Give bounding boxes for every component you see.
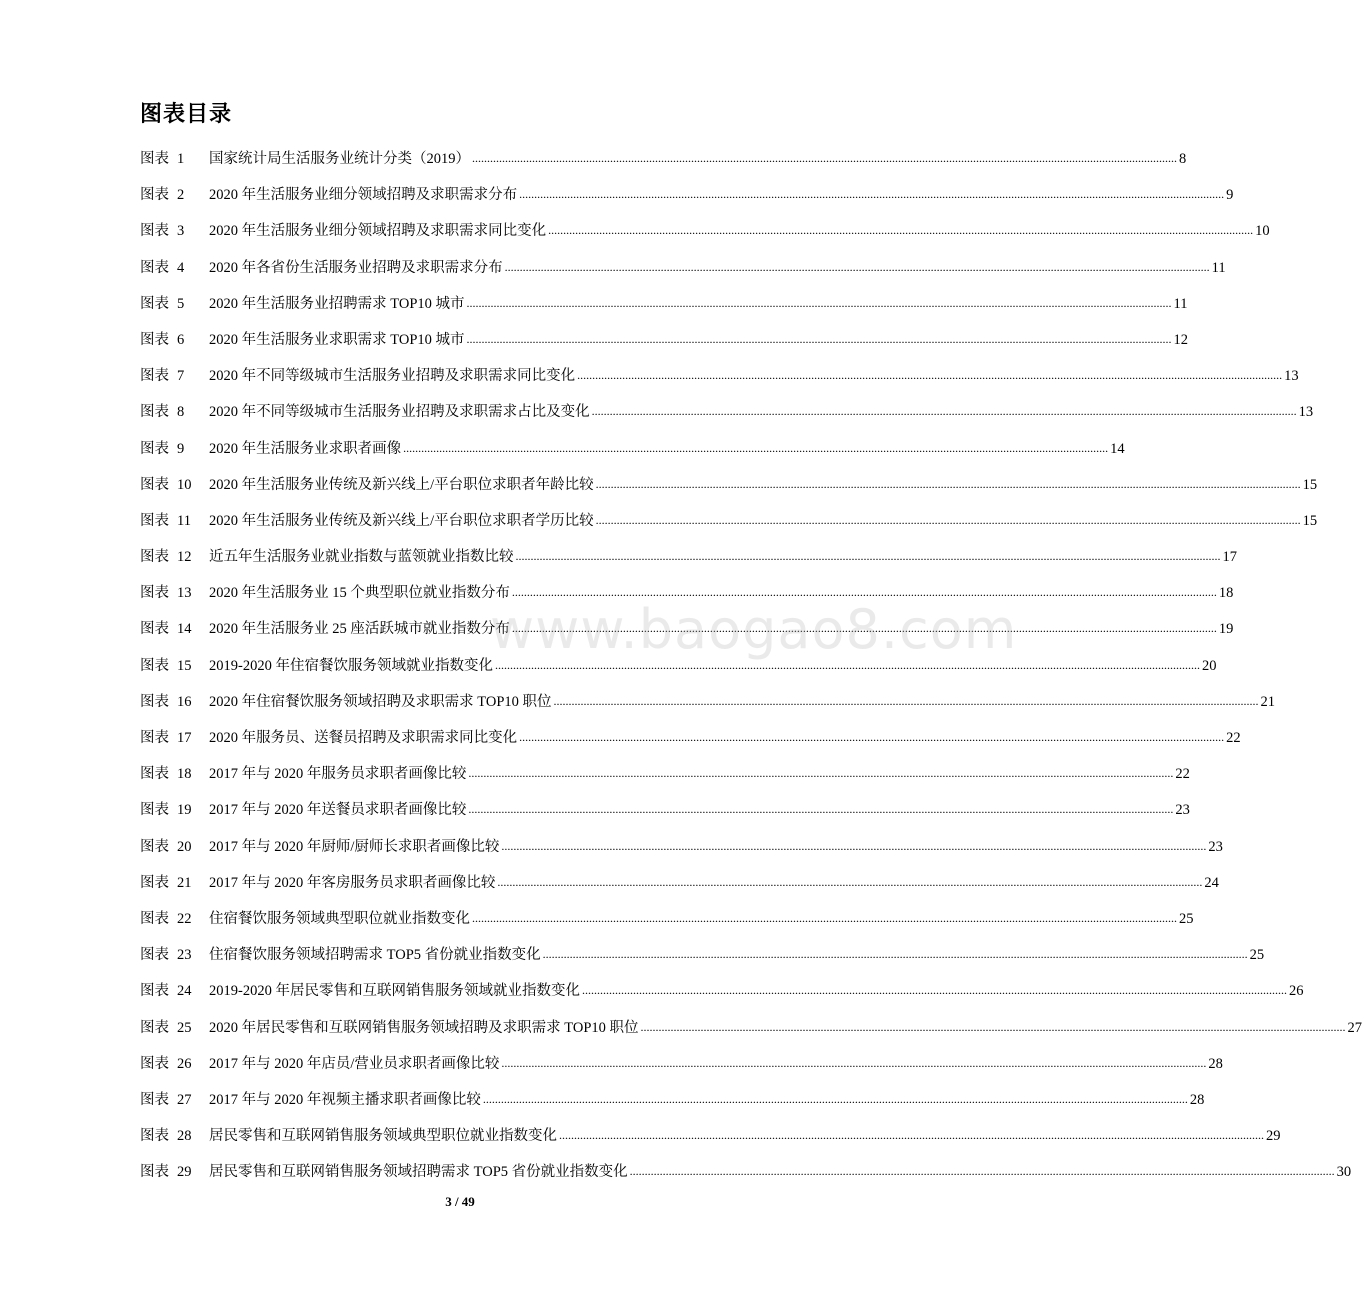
toc-entry-title: 国家统计局生活服务业统计分类（2019） — [209, 151, 470, 167]
toc-entry-label: 图表 — [140, 1164, 169, 1181]
toc-entry[interactable] — [140, 654, 1217, 690]
toc-entry-label: 图表 — [140, 585, 169, 602]
toc-dot-leader — [596, 508, 1301, 532]
toc-entry-page: 8 — [1179, 151, 1187, 167]
toc-entry-page: 25 — [1179, 910, 1194, 927]
toc-dot-leader — [592, 399, 1297, 423]
toc-entry-number: 9 — [177, 440, 185, 457]
toc-entry-number: 14 — [177, 621, 192, 638]
toc-entry[interactable] — [140, 400, 1314, 436]
toc-entry[interactable] — [140, 979, 1304, 1015]
toc-entry-number: 21 — [177, 874, 192, 891]
toc-entry-page: 28 — [1189, 1091, 1205, 1108]
toc-entry-page: 15 — [1302, 476, 1318, 493]
toc-entry-label: 图表 — [140, 947, 169, 964]
toc-entry-label: 图表 — [140, 404, 169, 421]
toc-dot-leader — [501, 1051, 1206, 1075]
toc-entry-label: 图表 — [140, 766, 169, 783]
toc-entry-number: 17 — [177, 730, 192, 746]
toc-dot-leader — [505, 255, 1210, 279]
toc-entry-label: 图表 — [140, 331, 169, 348]
toc-entry-label: 图表 — [140, 151, 169, 167]
toc-entry-label: 图表 — [140, 187, 169, 204]
toc-entry-label: 图表 — [140, 621, 169, 638]
toc-entry-number: 22 — [177, 910, 192, 927]
toc-entry-title: 2020 年不同等级城市生活服务业招聘及求职需求占比及变化 — [209, 404, 590, 421]
toc-dot-leader — [548, 218, 1253, 242]
toc-entry-title: 居民零售和互联网销售服务领域典型职位就业指数变化 — [209, 1128, 557, 1145]
toc-entry-page: 15 — [1302, 512, 1318, 529]
toc-entry[interactable] — [140, 473, 1318, 509]
toc-dot-leader — [495, 653, 1200, 677]
toc-entry-number: 3 — [177, 223, 185, 240]
toc-entry-number: 2 — [177, 187, 185, 204]
toc-entry-number: 5 — [177, 295, 185, 312]
toc-entry-label: 图表 — [140, 512, 169, 529]
toc-entry[interactable] — [140, 1124, 1281, 1160]
toc-entry-label: 图表 — [140, 440, 169, 457]
toc-dot-leader — [559, 1123, 1264, 1147]
toc-entry[interactable] — [140, 581, 1234, 617]
toc-entry-number: 20 — [177, 838, 192, 855]
toc-dot-leader — [554, 689, 1259, 713]
toc-entry[interactable] — [140, 328, 1189, 364]
toc-entry-number: 16 — [177, 693, 192, 710]
table-of-figures — [140, 147, 1362, 1196]
toc-entry-title: 2020 年居民零售和互联网销售服务领域招聘及求职需求 TOP10 职位 — [209, 1019, 639, 1036]
toc-entry-number: 18 — [177, 766, 192, 783]
toc-dot-leader — [472, 146, 1177, 170]
toc-entry-title: 居民零售和互联网销售服务领域招聘需求 TOP5 省份就业指数变化 — [209, 1164, 628, 1181]
toc-entry[interactable] — [140, 219, 1270, 255]
toc-entry-label: 图表 — [140, 259, 169, 276]
toc-entry-title: 2020 年生活服务业求职需求 TOP10 城市 — [209, 331, 465, 348]
toc-entry[interactable] — [140, 943, 1265, 979]
toc-entry-page: 13 — [1284, 368, 1299, 385]
toc-entry-number: 23 — [177, 947, 192, 964]
toc-dot-leader — [472, 906, 1177, 930]
toc-dot-leader — [519, 725, 1224, 749]
page-number: 3 / 49 — [445, 1194, 475, 1209]
toc-entry[interactable] — [140, 835, 1223, 871]
toc-entry-label: 图表 — [140, 693, 169, 710]
toc-entry-page: 30 — [1336, 1164, 1352, 1181]
toc-dot-leader — [512, 616, 1217, 640]
toc-entry-number: 10 — [177, 476, 192, 493]
toc-entry-number: 7 — [177, 368, 185, 385]
toc-entry-title: 2020 年生活服务业细分领域招聘及求职需求同比变化 — [209, 223, 547, 240]
toc-dot-leader — [630, 1159, 1335, 1183]
toc-dot-leader — [467, 327, 1172, 351]
toc-entry[interactable] — [140, 292, 1188, 328]
toc-entry[interactable] — [140, 726, 1241, 762]
toc-entry-number: 12 — [177, 549, 192, 566]
toc-entry-label: 图表 — [140, 910, 169, 927]
toc-entry-page: 17 — [1222, 549, 1237, 566]
toc-entry-page: 19 — [1218, 621, 1234, 638]
toc-entry-title: 2020 年不同等级城市生活服务业招聘及求职需求同比变化 — [209, 368, 576, 385]
toc-entry-number: 19 — [177, 802, 192, 819]
toc-dot-leader — [467, 291, 1172, 315]
toc-entry-number: 13 — [177, 585, 192, 602]
toc-entry-number: 25 — [177, 1019, 192, 1036]
toc-entry[interactable] — [140, 762, 1190, 798]
toc-entry-number: 11 — [177, 512, 191, 529]
toc-entry[interactable] — [140, 907, 1194, 943]
toc-entry-title: 2017 年与 2020 年服务员求职者画像比较 — [209, 766, 467, 783]
toc-entry-label: 图表 — [140, 838, 169, 855]
toc-entry-page: 28 — [1208, 1055, 1223, 1072]
toc-entry-label: 图表 — [140, 657, 169, 674]
toc-dot-leader — [582, 978, 1287, 1002]
page-title: 图表目录 — [140, 102, 233, 127]
toc-entry-label: 图表 — [140, 730, 169, 746]
toc-entry-page: 29 — [1266, 1128, 1281, 1145]
toc-entry-page: 11 — [1211, 259, 1226, 276]
toc-dot-leader — [516, 544, 1221, 568]
toc-entry-page: 10 — [1255, 223, 1270, 240]
toc-entry-page: 24 — [1204, 874, 1219, 891]
toc-entry-page: 23 — [1208, 838, 1223, 855]
toc-entry-number: 29 — [177, 1164, 192, 1181]
toc-entry-page: 12 — [1173, 331, 1189, 348]
toc-entry-title: 2017 年与 2020 年厨师/厨师长求职者画像比较 — [209, 838, 500, 855]
toc-entry-page: 23 — [1175, 802, 1190, 819]
toc-entry-title: 2020 年生活服务业传统及新兴线上/平台职位求职者年龄比较 — [209, 476, 594, 493]
toc-entry[interactable] — [140, 798, 1190, 834]
toc-entry-title: 2020 年住宿餐饮服务领域招聘及求职需求 TOP10 职位 — [209, 693, 552, 710]
toc-entry-label: 图表 — [140, 476, 169, 493]
toc-entry[interactable] — [140, 437, 1125, 473]
toc-entry-label: 图表 — [140, 802, 169, 819]
toc-entry-title: 2017 年与 2020 年店员/营业员求职者画像比较 — [209, 1055, 500, 1072]
toc-entry[interactable] — [140, 1160, 1352, 1196]
toc-entry[interactable] — [140, 545, 1237, 581]
toc-entry-title: 2017 年与 2020 年送餐员求职者画像比较 — [209, 802, 467, 819]
toc-entry-number: 15 — [177, 657, 192, 674]
toc-dot-leader — [468, 797, 1173, 821]
toc-entry-title: 近五年生活服务业就业指数与蓝领就业指数比较 — [209, 549, 514, 566]
toc-entry-title: 2017 年与 2020 年客房服务员求职者画像比较 — [209, 874, 496, 891]
toc-dot-leader — [501, 834, 1206, 858]
toc-entry-label: 图表 — [140, 1091, 169, 1108]
toc-dot-leader — [543, 942, 1248, 966]
toc-entry-title: 2017 年与 2020 年视频主播求职者画像比较 — [209, 1091, 481, 1108]
toc-entry-page: 25 — [1249, 947, 1265, 964]
toc-entry-title: 2020 年生活服务业 15 个典型职位就业指数分布 — [209, 585, 510, 602]
toc-entry-number: 6 — [177, 331, 185, 348]
toc-entry-page: 27 — [1347, 1019, 1362, 1036]
toc-entry[interactable] — [140, 147, 1187, 183]
toc-entry-number: 26 — [177, 1055, 192, 1072]
toc-entry-title: 住宿餐饮服务领域招聘需求 TOP5 省份就业指数变化 — [209, 947, 541, 964]
toc-entry[interactable] — [140, 1088, 1205, 1124]
toc-entry-page: 13 — [1298, 404, 1314, 421]
toc-entry-label: 图表 — [140, 549, 169, 566]
toc-dot-leader — [577, 363, 1282, 387]
toc-entry-page: 22 — [1226, 730, 1241, 746]
toc-dot-leader — [483, 1087, 1188, 1111]
toc-dot-leader — [596, 472, 1301, 496]
toc-entry-title: 2020 年生活服务业求职者画像 — [209, 440, 402, 457]
watermark: www.baogao8.com — [490, 598, 1018, 661]
toc-entry-number: 4 — [177, 259, 185, 276]
toc-dot-leader — [519, 182, 1224, 206]
toc-dot-leader — [403, 436, 1108, 460]
toc-entry-title: 2019-2020 年住宿餐饮服务领域就业指数变化 — [209, 657, 493, 674]
toc-entry[interactable] — [140, 509, 1318, 545]
toc-entry[interactable] — [140, 690, 1276, 726]
toc-entry-title: 2020 年服务员、送餐员招聘及求职需求同比变化 — [209, 730, 518, 746]
toc-entry[interactable] — [140, 183, 1234, 219]
toc-entry-title: 2020 年生活服务业 25 座活跃城市就业指数分布 — [209, 621, 510, 638]
toc-entry-label: 图表 — [140, 1055, 169, 1072]
toc-entry[interactable] — [140, 256, 1226, 292]
toc-entry-page: 26 — [1288, 983, 1304, 1000]
toc-entry-title: 2020 年生活服务业细分领域招聘及求职需求分布 — [209, 187, 518, 204]
toc-entry-title: 2020 年各省份生活服务业招聘及求职需求分布 — [209, 259, 503, 276]
toc-entry[interactable] — [140, 1052, 1223, 1088]
toc-entry-page: 9 — [1226, 187, 1234, 204]
toc-entry-label: 图表 — [140, 983, 169, 1000]
toc-entry-label: 图表 — [140, 368, 169, 385]
toc-entry-label: 图表 — [140, 874, 169, 891]
toc-entry-page: 22 — [1175, 766, 1190, 783]
toc-entry-number: 24 — [177, 983, 192, 1000]
toc-entry-label: 图表 — [140, 1019, 169, 1036]
toc-dot-leader — [497, 870, 1202, 894]
toc-entry-number: 1 — [177, 151, 185, 167]
toc-entry-page: 14 — [1110, 440, 1125, 457]
toc-dot-leader — [641, 1015, 1346, 1039]
toc-dot-leader — [468, 761, 1173, 785]
toc-entry-page: 21 — [1260, 693, 1276, 710]
toc-entry[interactable] — [140, 871, 1219, 907]
toc-entry-page: 20 — [1201, 657, 1217, 674]
toc-entry-number: 27 — [177, 1091, 192, 1108]
toc-dot-leader — [512, 580, 1217, 604]
toc-entry-title: 住宿餐饮服务领域典型职位就业指数变化 — [209, 910, 470, 927]
toc-entry-title: 2020 年生活服务业传统及新兴线上/平台职位求职者学历比较 — [209, 512, 594, 529]
toc-entry-page: 11 — [1173, 295, 1188, 312]
toc-entry[interactable] — [140, 1016, 1362, 1052]
toc-entry-label: 图表 — [140, 1128, 169, 1145]
toc-entry-title: 2019-2020 年居民零售和互联网销售服务领域就业指数变化 — [209, 983, 580, 1000]
toc-entry-label: 图表 — [140, 295, 169, 312]
toc-entry-number: 28 — [177, 1128, 192, 1145]
toc-entry-number: 8 — [177, 404, 185, 421]
toc-entry-title: 2020 年生活服务业招聘需求 TOP10 城市 — [209, 295, 465, 312]
toc-entry-page: 18 — [1218, 585, 1234, 602]
toc-entry[interactable] — [140, 364, 1299, 400]
toc-entry-label: 图表 — [140, 223, 169, 240]
